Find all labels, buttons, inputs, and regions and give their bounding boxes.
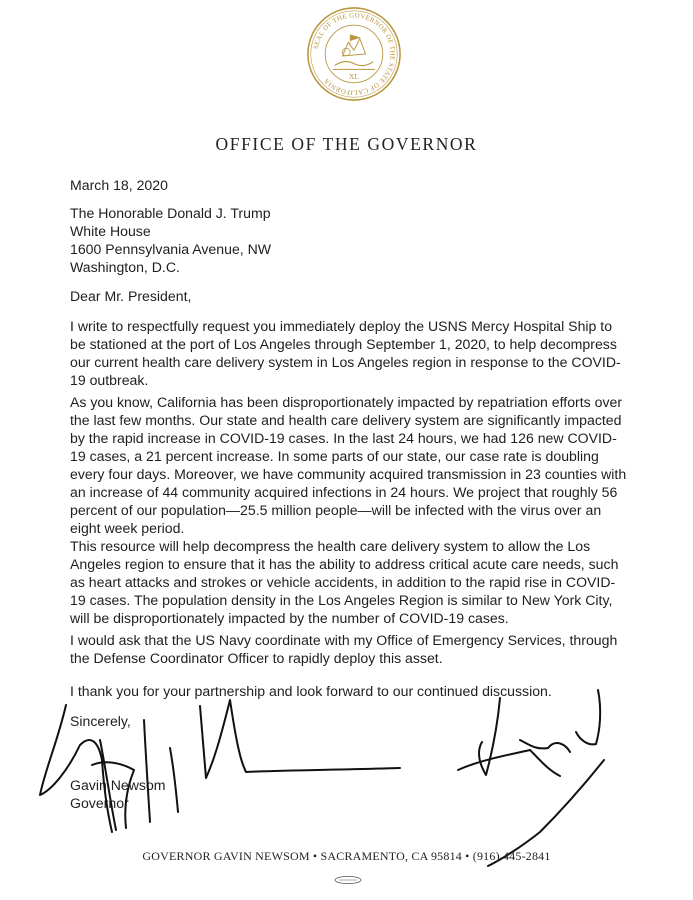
recipient-address (70, 204, 630, 276)
seal-ring-text: SEAL OF THE GOVERNOR OF THE STATE OF CALIFORNIA (312, 12, 396, 96)
recipient-name: The Honorable Donald J. Trump (70, 205, 271, 221)
paragraph-2: As you know, California has been disproportionately impacted by repatriation efforts over the last few months. Our state and health care delivery system are significantly impacted by the rapid increase in COVID-19 cases. In the last 24 hours, we had 126 new COVID-19 cases, a 21 percent increase. In some parts of our state, our case rate is doubling every four days. Moreover, we have community acquired transmission in 23 counties with an increase of 44 community acquired infections in 24 hours. We project that roughly 56 percent of our population—25.5 million people—will be infected with the virus over an eight week period. (70, 394, 627, 536)
valediction: Sincerely, (70, 713, 131, 729)
paragraph-5: I thank you for your partnership and look forward to our continued discussion. (70, 683, 552, 699)
letterhead-footer: GOVERNOR GAVIN NEWSOM • SACRAMENTO, CA 95814 • (916) 445-2841 (142, 849, 551, 863)
letter-date: March 18, 2020 (70, 177, 168, 193)
office-title: OFFICE OF THE GOVERNOR (215, 134, 478, 154)
paragraph-3: This resource will help decompress the health care delivery system to allow the Los Angeles region to ensure that it has the ability to address critical acute care needs, such as heart attacks and strokes or vehicle accidents, in addition to the rapid rise in COVID-19 cases. The population density in the Los Angeles Region is similar to New York City, will be disproportionately impacted by the number of COVID-19 cases. (70, 538, 619, 626)
signer-title: Governor (70, 795, 129, 811)
governor-seal (306, 6, 402, 102)
recipient-city: Washington, D.C. (70, 259, 180, 275)
signer-name: Gavin Newsom (70, 777, 166, 793)
salutation: Dear Mr. President, (70, 288, 192, 304)
seal-numeral: XL (348, 71, 360, 81)
paragraph-4: I would ask that the US Navy coordinate with my Office of Emergency Services, through the Defense Coordinator Officer to rapidly deploy this asset. (70, 632, 618, 666)
recipient-org: White House (70, 223, 151, 239)
recipient-street: 1600 Pennsylvania Avenue, NW (70, 241, 272, 257)
printer-union-mark (333, 875, 363, 885)
paragraph-1: I write to respectfully request you immediately deploy the USNS Mercy Hospital Ship to be stationed at the port of Los Angeles through September 1, 2020, to help decompress our current health care delivery system in Los Angeles region in response to the COVID-19 outbreak. (70, 318, 621, 388)
